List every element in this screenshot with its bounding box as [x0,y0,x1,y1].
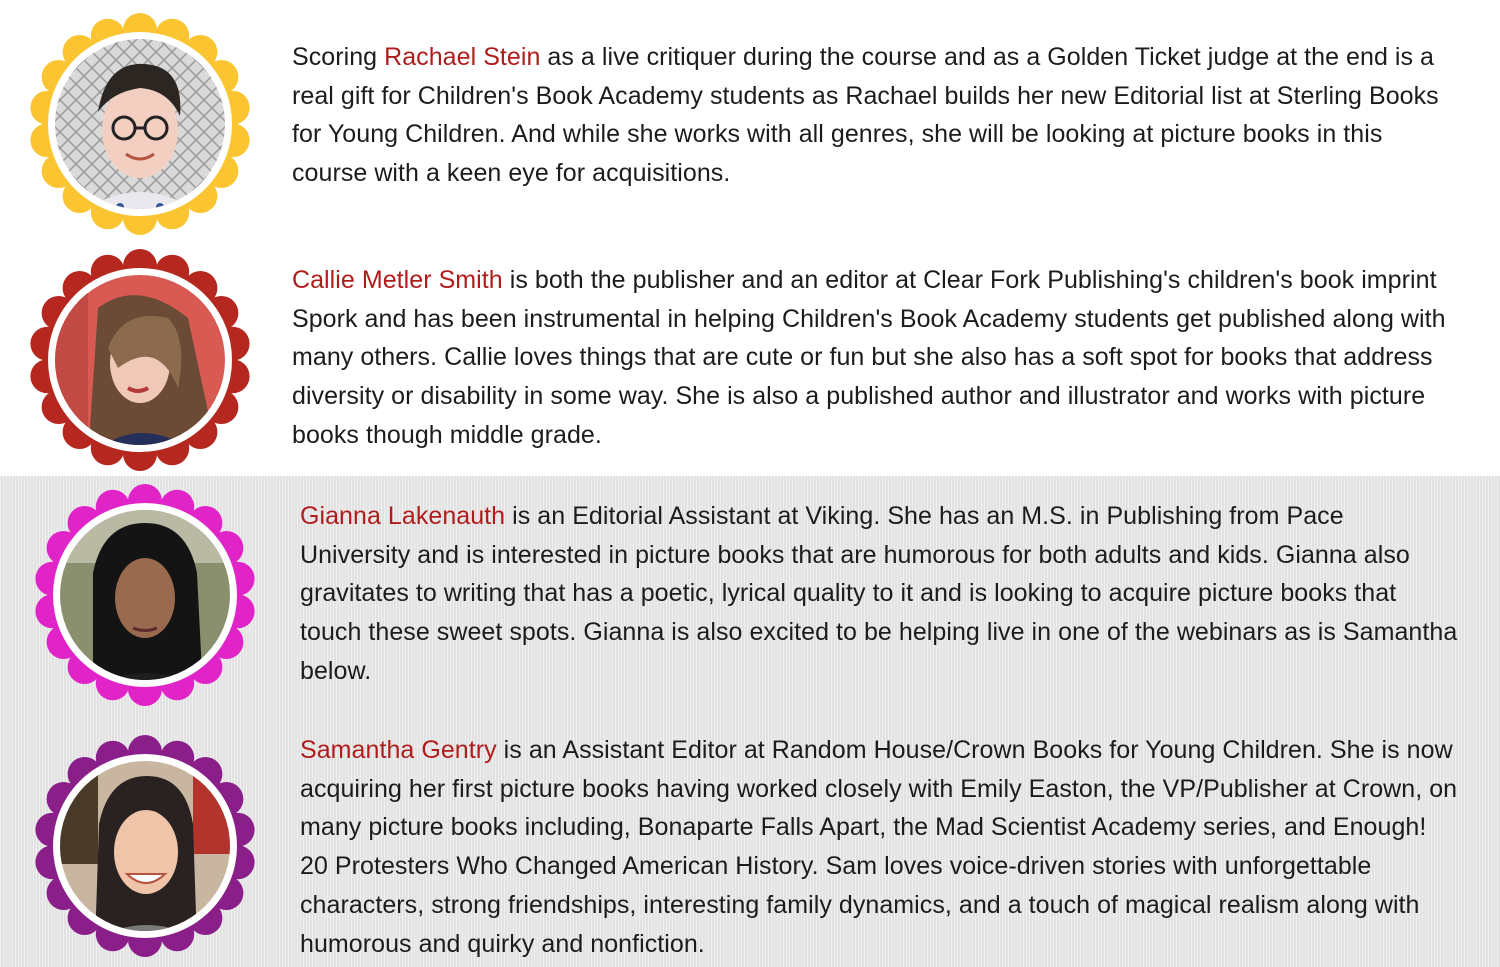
callie-metler-smith-portrait [28,248,252,472]
rachael-stein-portrait [28,12,252,236]
gianna-lakenauth-portrait [33,483,257,707]
callie-metler-smith-bio [292,261,1477,455]
gianna-lakenauth-name: Gianna Lakenauth [300,502,506,530]
callie-metler-smith-name: Callie Metler Smith [292,266,503,294]
samantha-gentry-portrait [33,734,257,958]
bio-prefix: Scoring [292,43,385,71]
rachael-stein-name: Rachael Stein [384,43,541,71]
samantha-gentry-name: Samantha Gentry [300,736,497,764]
bio-text: as a live critiquer during the course and as a Golden Ticket judge at the end is a real gift for Children's Book Academy students as Rachael builds her new Editorial list at Sterling Books for Young Children. And while she works with all genres, she will be looking at picture books in this course with a keen eye for acquisitions. [292,43,1439,188]
bio-text: is an Assistant Editor at Random House/Crown Books for Young Children. She is now acquiring her first picture books having worked closely with Emily Easton, the VP/Publisher at Crown, on many picture books including, Bonaparte Falls Apart, the Mad Scientist Academy series, and Enough! 20 Protesters Who Changed American History. Sam loves voice-driven stories with unforgettable characters, strong friendships, interesting family dynamics, and a touch of magical realism along with humorous and quirky and nonfiction. [300,736,1458,958]
gianna-lakenauth-bio [300,497,1460,691]
bio-text: is an Editorial Assistant at Viking. She has an M.S. in Publishing from Pace University and is interested in picture books that are humorous for both adults and kids. Gianna also gravitates to writing that has a poetic, lyrical quality to it and is looking to acquire picture books that touch these sweet spots. Gianna is also excited to be helping live in one of the webinars as is Samantha below. [300,502,1458,685]
bio-text: is both the publisher and an editor at Clear Fork Publishing's children's book imprint Spork and has been instrumental in helping Children's Book Academy students get published along with many others. Callie loves things that are cute or fun but she also has a soft spot for books that address diversity or disability in some way. She is also a published author and illustrator and works with picture books though middle grade. [292,266,1446,449]
rachael-stein-bio [292,38,1462,193]
samantha-gentry-bio [300,731,1460,963]
